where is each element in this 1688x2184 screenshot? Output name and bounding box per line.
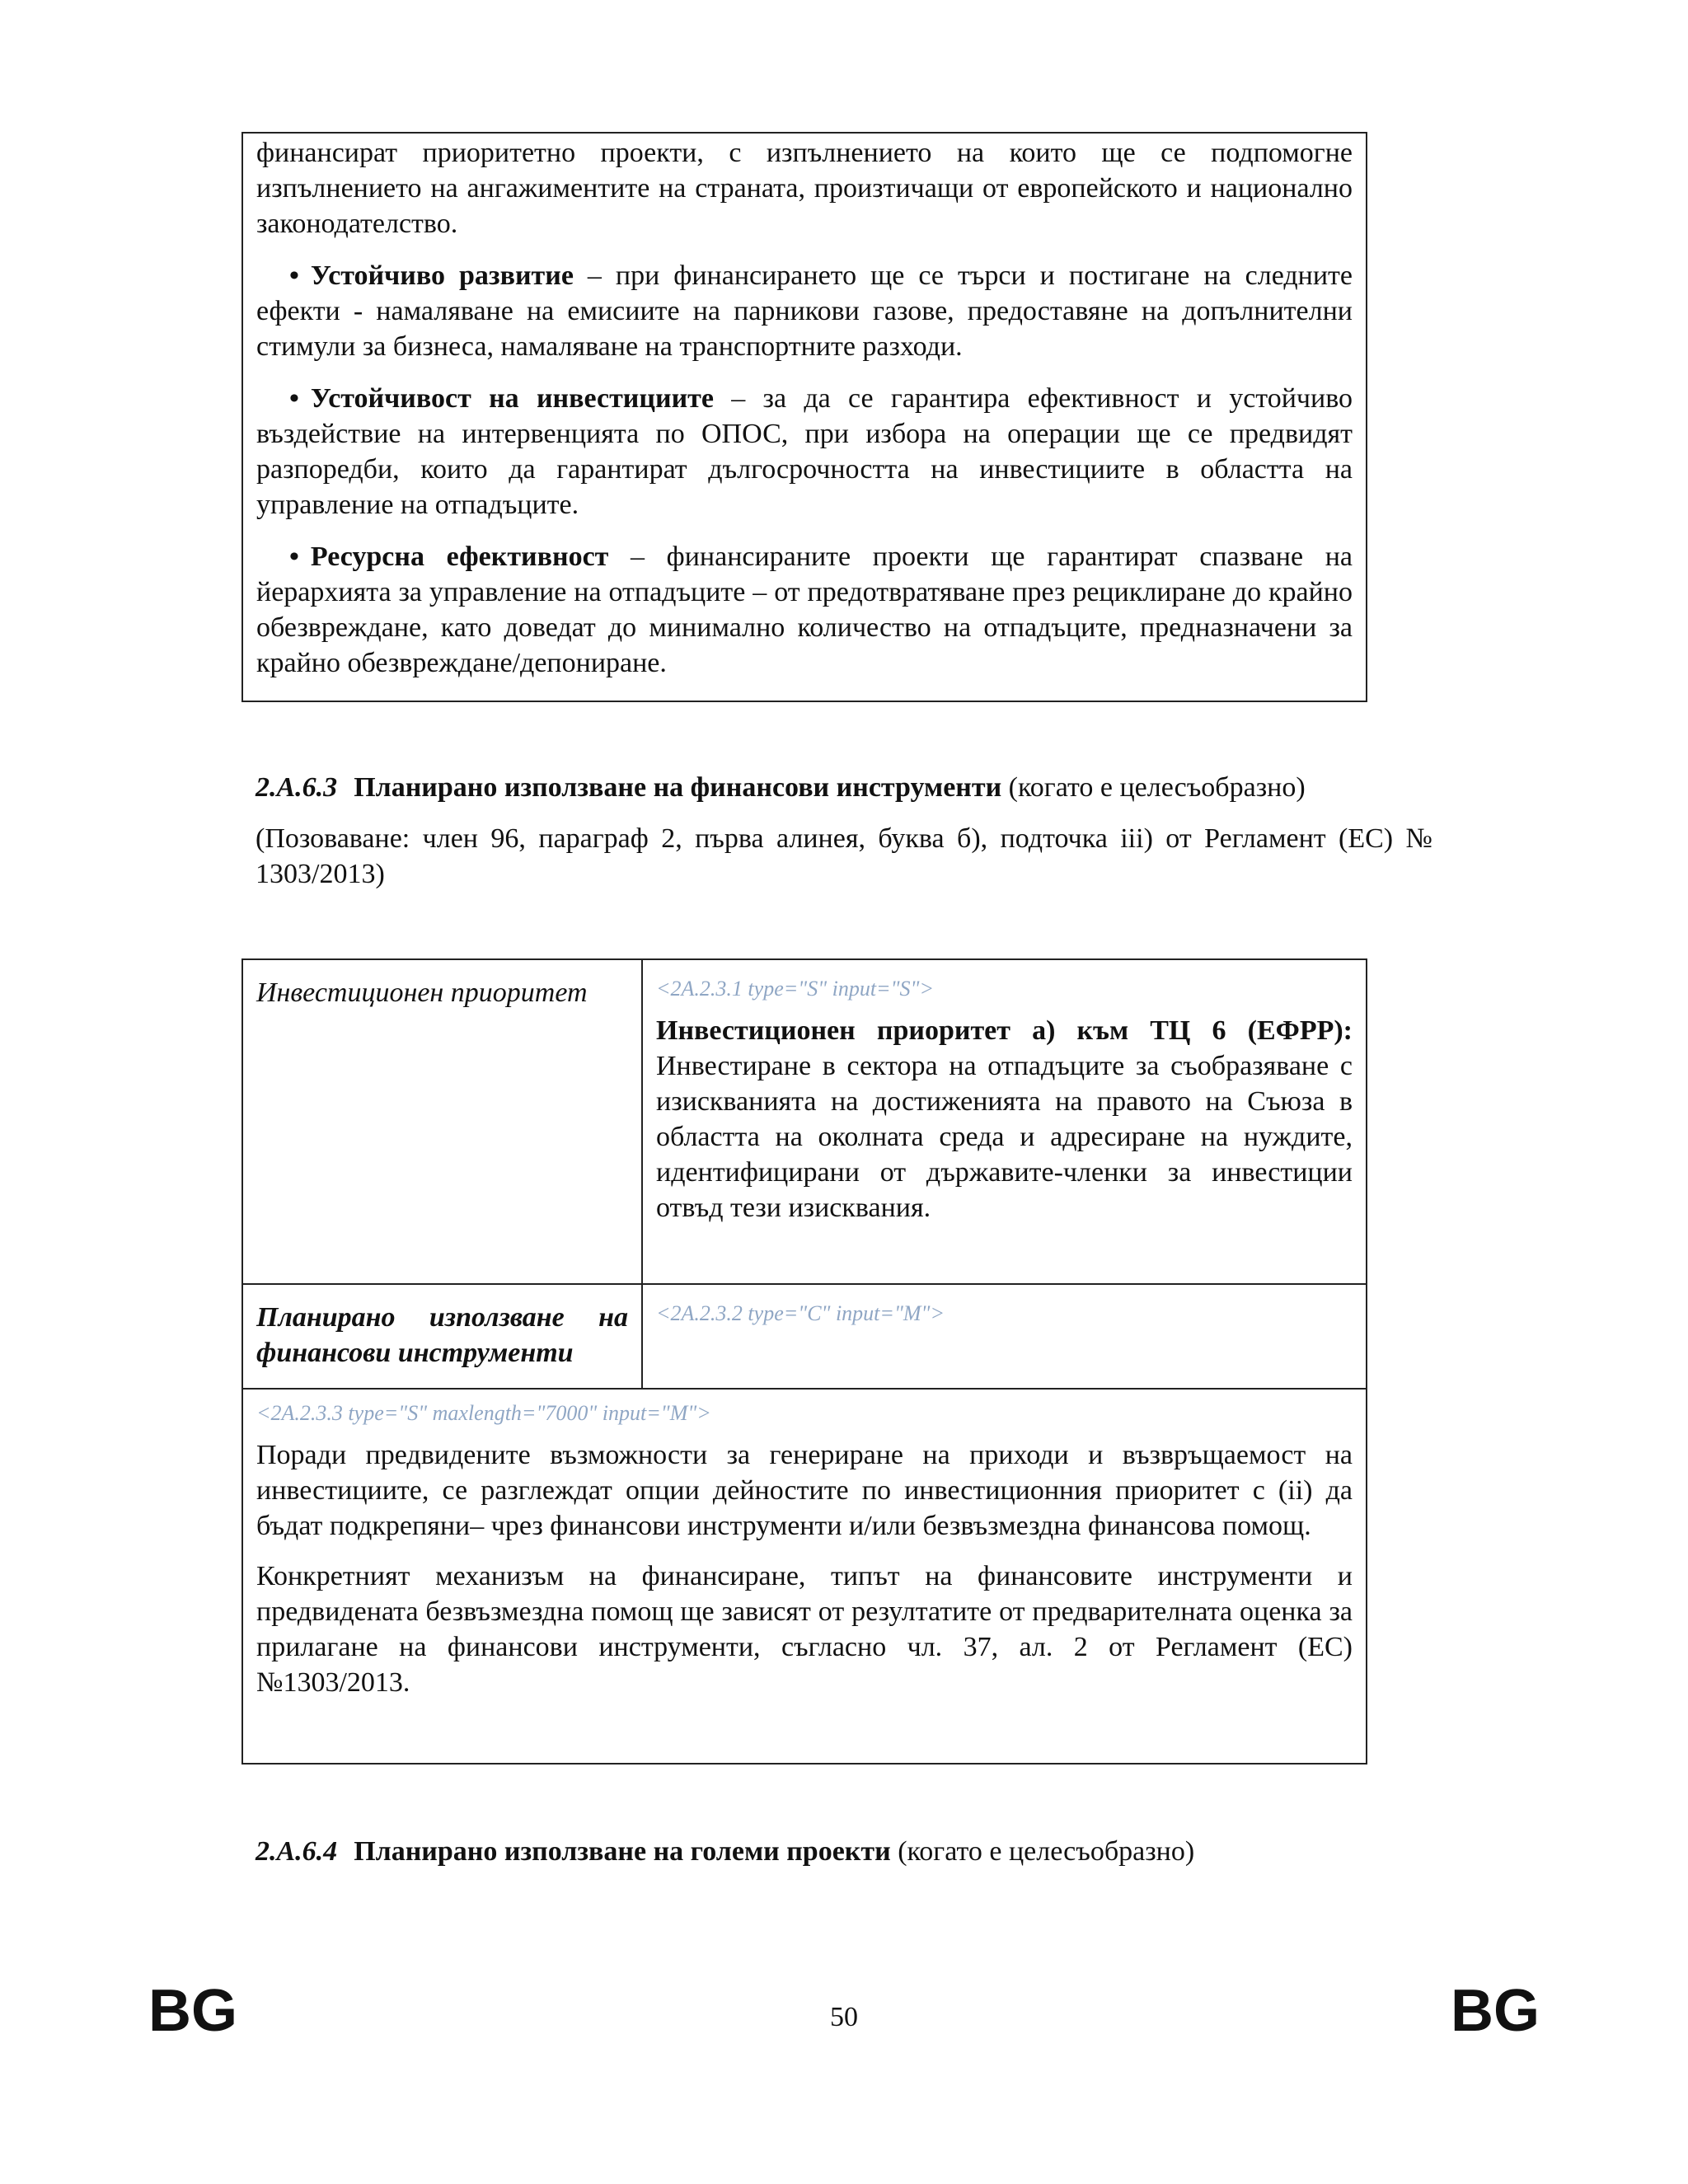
financial-instruments-table bbox=[241, 958, 1367, 1765]
section-heading-financial-instruments bbox=[256, 770, 1306, 805]
section-qualifier: (когато е целесъобразно) bbox=[890, 1836, 1195, 1867]
bullet-resource-efficiency bbox=[256, 539, 1353, 681]
page-number: 50 bbox=[830, 2002, 858, 2032]
planned-fi-label: Планирано използване на финансови инструменти bbox=[242, 1284, 642, 1389]
bullet-term: Устойчиво развитие bbox=[310, 260, 574, 291]
investment-priority-label: Инвестиционен приоритет bbox=[242, 959, 642, 1284]
section-number: 2.A.6.4 bbox=[256, 1836, 338, 1867]
table-row bbox=[242, 1389, 1367, 1764]
section-qualifier: (когато е целесъобразно) bbox=[1001, 772, 1306, 803]
section-title: Планирано използване на големи проекти bbox=[354, 1836, 891, 1867]
section-number: 2.A.6.3 bbox=[256, 772, 338, 803]
fi-description-paragraph: Поради предвидените възможности за генериране на приходи и възвръщаемост на инвестициите, се разглеждат опции дейностите по инвестиционния приоритет с (ii) да бъдат подкрепяни– чрез финансови инструменти и/или безвъзмездна финансова помощ. bbox=[256, 1440, 1353, 1541]
bullet-text: – финансираните проекти ще гарантират спазване на йерархията за управление на отпадъците – от предотвратяване през рециклиране до крайно обезвреждане, като доведат до минимално количество на отпадъците, предназначени за крайно обезвреждане/депониране. bbox=[256, 541, 1353, 678]
bullet-icon: • bbox=[289, 260, 299, 291]
bullet-text: – при финансирането ще се търси и постигане на следните ефекти - намаляване на емисиите на парникови газове, предоставяне на допълнителни стимули за бизнеса, намаляване на транспортните разходи. bbox=[256, 260, 1353, 362]
bullet-text: – за да се гарантира ефективност и устойчиво въздействие на интервенцията по ОПОС, при избора на операции ще се предвидят разпоредби, които да гарантират дългосрочността на инвестициите в областта на управление на отпадъците. bbox=[256, 383, 1353, 520]
field-tag: <2A.2.3.2 type="C" input="M"> bbox=[656, 1301, 945, 1325]
intro-continuation: финансират приоритетно проекти, с изпълнението на които ще се подпомогне изпълнението на ангажиментите на страната, произтичащи от европейското и национално законодателство. bbox=[256, 138, 1353, 239]
footer-language-right: BG bbox=[1451, 1978, 1540, 2044]
section-heading-major-projects bbox=[256, 1834, 1194, 1869]
table-row bbox=[242, 1284, 1367, 1389]
bullet-term: Устойчивост на инвестициите bbox=[310, 383, 714, 414]
fi-description-cell bbox=[242, 1389, 1367, 1764]
bullet-term: Ресурсна ефективност bbox=[310, 541, 609, 572]
bullet-icon: • bbox=[289, 541, 299, 572]
section-title: Планирано използване на финансови инструменти bbox=[354, 772, 1002, 803]
intro-text-box bbox=[241, 132, 1367, 702]
field-tag: <2A.2.3.3 type="S" maxlength="7000" input="M"> bbox=[256, 1401, 711, 1425]
investment-priority-value bbox=[642, 959, 1367, 1284]
field-tag: <2A.2.3.1 type="S" input="S"> bbox=[656, 977, 934, 1001]
fi-description-paragraph: Конкретният механизъм на финансиране, типът на финансовите инструменти и предвидената безвъзмездна помощ ще зависят от резултатите от предварителната оценка за прилагане на финансови инструменти, съгласно чл. 37, ал. 2 от Регламент (ЕС) №1303/2013. bbox=[256, 1561, 1353, 1698]
bullet-investment-sustainability bbox=[256, 381, 1353, 523]
table-row bbox=[242, 959, 1367, 1284]
investment-priority-title: Инвестиционен приоритет а) към ТЦ 6 (ЕФРР): bbox=[656, 1015, 1353, 1046]
investment-priority-text: Инвестиране в сектора на отпадъците за съобразяване с изискванията на достиженията на правото на Съюза в областта на околната среда и адресиране на нуждите, идентифицирани от държавите-членки за инвестиции отвъд тези изисквания. bbox=[656, 1051, 1353, 1223]
bullet-icon: • bbox=[289, 383, 299, 414]
planned-fi-value bbox=[642, 1284, 1367, 1389]
footer-language-left: BG bbox=[148, 1978, 237, 2044]
bullet-sustainable-development bbox=[256, 258, 1353, 364]
regulation-reference: (Позоваване: член 96, параграф 2, първа алинея, буква б), подточка iii) от Регламент (ЕС) № 1303/2013) bbox=[256, 823, 1432, 889]
